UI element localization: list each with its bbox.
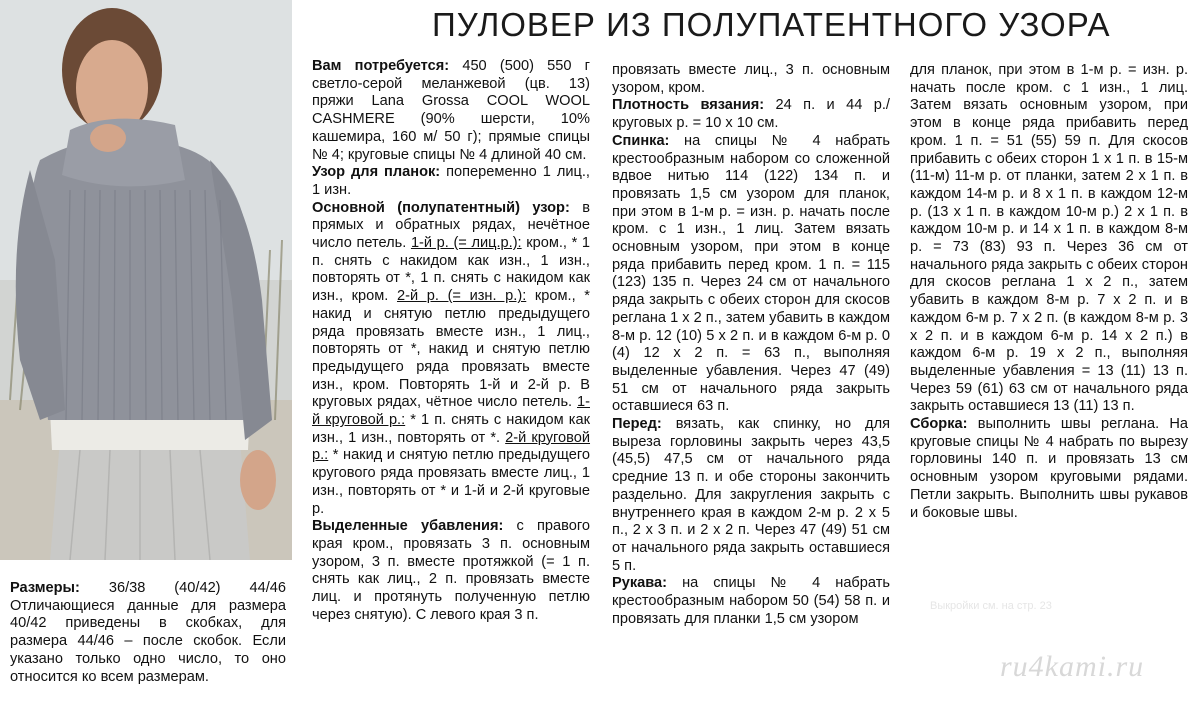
- sizes-label: Размеры:: [10, 580, 80, 596]
- pattern-reference-note: Выкройки см. на стр. 23: [930, 600, 1052, 612]
- gauge-text: 24 п. и 44 р./круговых р. = 10 х 10 см.: [612, 97, 890, 132]
- edge-pattern-label: Узор для планок:: [312, 164, 441, 181]
- sleeves-label: Рукава:: [612, 575, 668, 592]
- sizes-block: [10, 580, 286, 686]
- main-pattern-text-5: * накид и снятую петлю предыдущего кругового ряда провязать вместе лиц., 1 изн., повторять от * и 1-й и 2-й круговые р.: [312, 447, 590, 517]
- sizes-text: Отличающиеся данные для размера 40/42 приведены в скобках, для размера 44/46 – после скобок. Если указано только одно число, то оно относится ко всем размерам.: [10, 597, 286, 685]
- main-pattern-label: Основной (полупатентный) узор:: [312, 199, 570, 216]
- gauge-paragraph: [612, 97, 890, 132]
- main-pattern-text-1: в прямых и обратных рядах, нечётное число петель.: [312, 199, 590, 252]
- assembly-text: выполнить швы реглана. На круговые спицы № 4 набрать по вырезу горловины 140 п. и провязать 13 см основным узором круговыми рядами. Петли закрыть. Выполнить швы рукавов и боковые швы.: [910, 416, 1188, 521]
- back-text: на спицы № 4 набрать крестообразным набором со сложенной вдвое нитью 114 (122) 134 п. и провязать 1,5 см узором для планок, при этом в 1-м р. = изн. р. начать после кром. с 1 изн., 1 лиц. Затем вязать основным узором, при этом в конце ряда прибавить перед кром. 1 п. = 115 (123) 135 п. Через 24 см от начального ряда закрыть с обеих сторон для скосов реглана 1 х 2 п., затем убавить в каждом 8-м р. 12 (10) 5 х 2 п. и в каждом 6-м р. 0 (4) 12 х 2 п. = 63 п., выполняя выделенные убавления. Через 47 (49) 51 см от начального ряда закрыть оставшиеся 63 п.: [612, 132, 890, 415]
- materials-text: 450 (500) 550 г светло-серой меланжевой (цв. 13) пряжи Lana Grossa COOL WOOL CASHMERE (90% шерсти, 10% кашемира, 160 м/ 50 г); прямые спицы № 4; круговые спицы № 4 длиной 40 см.: [312, 58, 590, 163]
- front-label: Перед:: [612, 416, 662, 433]
- column-back-front: [612, 62, 890, 629]
- assembly-paragraph: [910, 416, 1188, 522]
- main-pattern-text-3: кром., * накид и снятую петлю предыдущего ряда провязать вместе изн., 1 лиц., повторять от *, накид и снятую петлю предыдущего ряда провязать вместе изн., кром. Повторять 1-й и 2-й р. В круговых рядах, чётное число петель.: [312, 288, 590, 411]
- edge-pattern-paragraph: [312, 164, 590, 199]
- sleeves-paragraph: [612, 575, 890, 628]
- decrease-label: Выделенные убавления:: [312, 518, 504, 535]
- assembly-label: Сборка:: [910, 416, 968, 433]
- model-photo: [0, 0, 292, 560]
- continued-text: провязать вместе лиц., 3 п. основным узором, кром.: [612, 62, 890, 96]
- round-2-label: 2-й круговой р.:: [312, 429, 591, 464]
- row-1-label: 1-й р. (= лиц.р.):: [410, 235, 522, 252]
- model-illustration: [0, 0, 292, 560]
- site-watermark: ru4kami.ru: [1000, 650, 1145, 683]
- main-pattern-text-2: кром., * 1 п. снять с накидом как изн., 1 изн., повторять от *, 1 п. снять с накидом как изн., кром.: [312, 235, 590, 305]
- round-1-label: 1-й круговой р.:: [312, 394, 590, 429]
- sleeves-continued-text: для планок, при этом в 1-м р. = изн. р. начать после кром. с 1 изн., 1 лиц. Затем вязать основным узором, при этом в конце ряда прибавить перед кром. 1 п. = 51 (55) 59 п. Для скосов прибавить с обеих сторон 1 х 1 п. в 15-м (11-м) 11-м р. от планки, затем 2 х 1 п. в каждом 14-м р. и 8 х 1 п. в каждом 12-м р. (13 х 1 п. в каждом 10-м р.) 2 х 1 п. в каждом 10-м р. и 14 х 1 п. в каждом 8-м р. = 73 (83) 93 п. Через 36 см от начального ряда закрыть с обеих сторон для скосов реглана 1 х 2 п., затем убавить в каждом 8-м р. 7 х 2 п. и в каждом 6-м р. 7 х 2 п. (в каждом 8-м р. 3 х 2 п. и в каждом 6-м р. 14 х 2 п.) в каждом 6-м р. 19 х 2 п., выполняя выделенные убавления = 13 (11) 13 п. Через 59 (61) 63 см от начального ряда закрыть оставшиеся 13 (11) 13 п.: [910, 62, 1188, 415]
- page-title: ПУЛОВЕР ИЗ ПОЛУПАТЕНТНОГО УЗОРА: [432, 6, 1111, 43]
- back-paragraph: [612, 133, 890, 416]
- row-2-label: 2-й р. (= изн. р.):: [397, 288, 527, 305]
- gauge-label: Плотность вязания:: [612, 97, 765, 114]
- edge-pattern-text: попеременно 1 лиц., 1 изн.: [312, 164, 590, 198]
- sizes-value: 36/38 (40/42) 44/46: [108, 580, 287, 596]
- materials-paragraph: [312, 58, 590, 164]
- column-materials: [312, 58, 590, 625]
- front-paragraph: [612, 416, 890, 575]
- front-text: вязать, как спинку, но для выреза горловины закрыть через 43,5 (45,5) 47,5 см от начального ряда средние 13 п. и обе стороны закончить раздельно. Для закругления закрыть с внутреннего края в каждом 2-м р. 2 х 5 п., 2 х 3 п. и 2 х 2 п. Через 47 (49) 51 см от начального ряда закрыть оставшиеся 5 п.: [612, 416, 890, 574]
- materials-label: Вам потребуется:: [312, 58, 450, 74]
- decrease-text: с правого края кром., провязать 3 п. основным узором, 3 п. вместе протяжкой (= 1 п. снять как лиц., 2 п. провязать вместе лиц. и протянуть полученную петлю через снятую). С левого края 3 п.: [312, 518, 590, 623]
- sleeves-text: на спицы № 4 набрать крестообразным набором 50 (54) 58 п. и провязать для планки 1,5 см узором: [612, 575, 890, 627]
- column-sleeves-assembly: [910, 62, 1188, 522]
- main-pattern-text-4: * 1 п. снять с накидом как изн., 1 изн., повторять от *.: [312, 412, 590, 446]
- main-pattern-paragraph: [312, 200, 590, 519]
- decrease-paragraph: [312, 518, 590, 624]
- back-label: Спинка:: [612, 132, 670, 149]
